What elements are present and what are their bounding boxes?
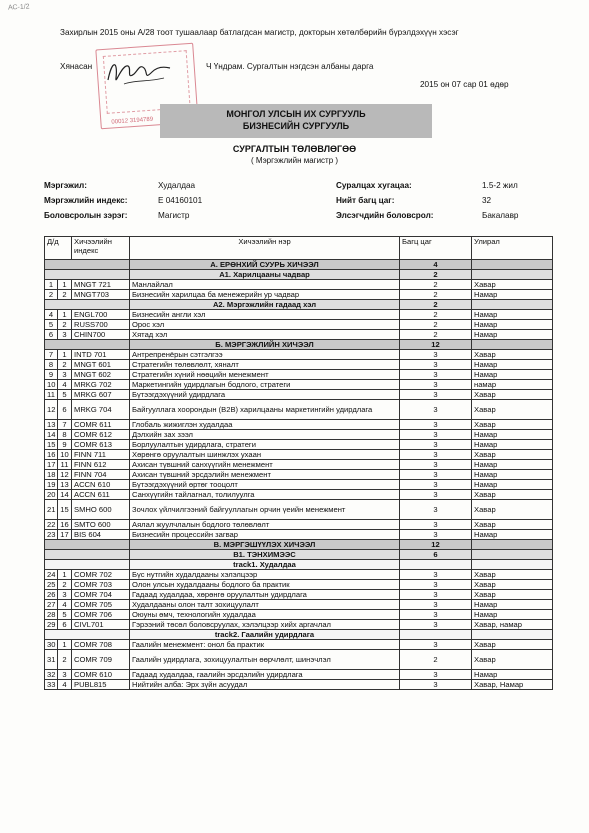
course-credit: 3: [400, 640, 472, 650]
course-code: COMR 704: [72, 590, 130, 600]
row-number: 14: [45, 430, 58, 440]
table-row: [45, 460, 553, 470]
row-subnumber: 1: [58, 350, 72, 360]
course-name: Гадаад худалдаа, хөрөнгө оруулалтын удирдлага: [130, 590, 400, 600]
course-term: Хавар: [472, 390, 553, 400]
table-row: [45, 650, 553, 670]
row-subnumber: 2: [58, 320, 72, 330]
row-number: 16: [45, 450, 58, 460]
course-term: Хавар: [472, 500, 553, 520]
course-code: ENGL700: [72, 310, 130, 320]
row-subnumber: 1: [58, 640, 72, 650]
course-term: Хавар: [472, 520, 553, 530]
row-number: 24: [45, 570, 58, 580]
section-term-blank: [472, 540, 553, 550]
course-credit: 3: [400, 620, 472, 630]
course-term: Хавар, намар: [472, 620, 553, 630]
course-code: FINN 711: [72, 450, 130, 460]
course-name: Гаалийн менежмент: онол ба практик: [130, 640, 400, 650]
row-number: 5: [45, 320, 58, 330]
section-row: [45, 550, 553, 560]
row-subnumber: 11: [58, 460, 72, 470]
section-term-blank: [472, 340, 553, 350]
course-term: Намар: [472, 370, 553, 380]
table-row: [45, 520, 553, 530]
table-row: [45, 430, 553, 440]
table-row: [45, 620, 553, 630]
course-code: PUBL815: [72, 680, 130, 690]
course-credit: 3: [400, 430, 472, 440]
duration-label: Суралцах хугацаа:: [336, 181, 412, 190]
row-number: 32: [45, 670, 58, 680]
course-credit: 3: [400, 440, 472, 450]
course-code: ACCN 611: [72, 490, 130, 500]
course-term: Хавар: [472, 450, 553, 460]
course-code: COMR 610: [72, 670, 130, 680]
section-credit: 12: [400, 540, 472, 550]
track-title: track2. Гаалийн удирдлага: [130, 630, 400, 640]
section-title: А1. Харилцааны чадвар: [130, 270, 400, 280]
course-name: Зочлох үйлчилгээний байгууллагын орчин үеийн менежмент: [130, 500, 400, 520]
course-term: Хавар: [472, 590, 553, 600]
section-term-blank: [472, 260, 553, 270]
duration-value: 1.5-2 жил: [482, 181, 518, 190]
course-code: BIS 604: [72, 530, 130, 540]
table-row: [45, 680, 553, 690]
approval-date: 2015 он 07 сар 01 өдөр: [420, 80, 509, 89]
row-subnumber: 5: [58, 390, 72, 400]
track-title: track1. Худалдаа: [130, 560, 400, 570]
row-subnumber: 3: [58, 590, 72, 600]
section-spacer: [45, 340, 130, 350]
degree-label: Боловсролын зэрэг:: [44, 211, 128, 220]
course-name: Байгууллага хоорондын (B2B) харилцааны маркетингийн удирдлага: [130, 400, 400, 420]
course-name: Нийтийн алба: Эрх зүйн асуудал: [130, 680, 400, 690]
course-name: Оюуны өмч, технологийн худалдаа: [130, 610, 400, 620]
approval-line: Захирлын 2015 оны А/28 тоот тушаалаар батлагдсан магистр, докторын хөтөлбөрийн бүрэлдэхүүн хэсэг: [60, 28, 459, 37]
course-name: Глобаль жижиглэн худалдаа: [130, 420, 400, 430]
course-term: Намар: [472, 670, 553, 680]
course-credit: 3: [400, 350, 472, 360]
row-number: 26: [45, 590, 58, 600]
section-title: Б. МЭРГЭЖЛИЙН ХИЧЭЭЛ: [130, 340, 400, 350]
course-name: Ахисан түвшний эрсдэлийн менежмент: [130, 470, 400, 480]
row-number: 10: [45, 380, 58, 390]
course-code: COMR 612: [72, 430, 130, 440]
row-subnumber: 2: [58, 580, 72, 590]
course-code: RUSS700: [72, 320, 130, 330]
course-credit: 3: [400, 380, 472, 390]
header-course-name: Хичээлийн нэр: [130, 237, 400, 260]
section-credit: 12: [400, 340, 472, 350]
course-credit: 3: [400, 600, 472, 610]
university-banner: [160, 104, 432, 138]
table-row: [45, 670, 553, 680]
course-term: Хавар: [472, 490, 553, 500]
row-number: 6: [45, 330, 58, 340]
course-term: намар: [472, 380, 553, 390]
degree-value: Магистр: [158, 211, 190, 220]
course-name: Стратегийн төлөвлөлт, хяналт: [130, 360, 400, 370]
section-credit: 6: [400, 550, 472, 560]
row-number: 12: [45, 400, 58, 420]
course-code: INTD 701: [72, 350, 130, 360]
row-number: 8: [45, 360, 58, 370]
course-name: Антрепренёрын сэтгэлгээ: [130, 350, 400, 360]
header-course-index: Хичээлийн индекс: [72, 237, 130, 260]
document-title: СУРГАЛТЫН ТӨЛӨВЛӨГӨӨ: [232, 144, 357, 154]
row-number: 4: [45, 310, 58, 320]
course-credit: 3: [400, 480, 472, 490]
table-row: [45, 390, 553, 400]
section-title: В. МЭРГЭШҮҮЛЭХ ХИЧЭЭЛ: [130, 540, 400, 550]
row-number: 1: [45, 280, 58, 290]
course-name: Худалдааны олон талт зохицуулалт: [130, 600, 400, 610]
course-term: Намар: [472, 600, 553, 610]
track-spacer: [45, 630, 130, 640]
entry-label: Элсэгчдийн боловсрол:: [336, 211, 434, 220]
course-name: Олон улсын худалдааны бодлого ба практик: [130, 580, 400, 590]
row-subnumber: 2: [58, 360, 72, 370]
section-row: [45, 270, 553, 280]
table-row: [45, 290, 553, 300]
row-subnumber: 4: [58, 680, 72, 690]
row-number: 33: [45, 680, 58, 690]
course-credit: 3: [400, 610, 472, 620]
course-credit: 2: [400, 310, 472, 320]
row-subnumber: 3: [58, 330, 72, 340]
row-subnumber: 9: [58, 440, 72, 450]
track-row: [45, 630, 553, 640]
course-credit: 3: [400, 390, 472, 400]
track-credit-blank: [400, 560, 472, 570]
table-row: [45, 590, 553, 600]
row-number: 13: [45, 420, 58, 430]
section-spacer: [45, 260, 130, 270]
course-name: Стратегийн хүний нөөцийн менежмент: [130, 370, 400, 380]
course-code: MRKG 702: [72, 380, 130, 390]
table-row: [45, 360, 553, 370]
curriculum-table: [44, 236, 553, 690]
course-credit: 3: [400, 450, 472, 460]
table-row: [45, 610, 553, 620]
header-term: Улирал: [472, 237, 553, 260]
approver-name: Ч Үндрам. Сургалтын нэгдсэн албаны дарга: [206, 62, 374, 71]
table-row: [45, 580, 553, 590]
course-code: COMR 709: [72, 650, 130, 670]
course-name: Бизнесийн англи хэл: [130, 310, 400, 320]
course-credit: 2: [400, 280, 472, 290]
banner-line1: МОНГОЛ УЛСЫН ИХ СУРГУУЛЬ: [226, 109, 366, 119]
specialty-label: Мэргэжил:: [44, 181, 87, 190]
approved-by-label: Хянасан: [60, 62, 93, 71]
course-code: COMR 706: [72, 610, 130, 620]
course-term: Намар: [472, 440, 553, 450]
course-name: Гаалийн удирдлага, зохицуулалтын өөрчлөлт, шинэчлэл: [130, 650, 400, 670]
section-term-blank: [472, 270, 553, 280]
course-code: COMR 702: [72, 570, 130, 580]
course-term: Намар: [472, 430, 553, 440]
course-name: Бүтээгдэхүүний өртөг тооцолт: [130, 480, 400, 490]
table-row: [45, 500, 553, 520]
course-credit: 3: [400, 530, 472, 540]
course-name: Аялал жуулчлалын бодлого төлөвлөлт: [130, 520, 400, 530]
course-name: Бүс нутгийн худалдааны хэлэлцээр: [130, 570, 400, 580]
course-code: COMR 611: [72, 420, 130, 430]
course-code: FINN 704: [72, 470, 130, 480]
course-term: Намар: [472, 290, 553, 300]
row-subnumber: 14: [58, 490, 72, 500]
row-subnumber: 6: [58, 400, 72, 420]
row-number: 18: [45, 470, 58, 480]
section-row: [45, 260, 553, 270]
table-row: [45, 440, 553, 450]
course-credit: 2: [400, 330, 472, 340]
track-term-blank: [472, 560, 553, 570]
row-subnumber: 3: [58, 670, 72, 680]
row-subnumber: 6: [58, 620, 72, 630]
course-name: Дэлхийн зах зээл: [130, 430, 400, 440]
course-term: Хавар: [472, 420, 553, 430]
row-subnumber: 1: [58, 310, 72, 320]
course-code: MRKG 704: [72, 400, 130, 420]
section-term-blank: [472, 300, 553, 310]
banner-line2: БИЗНЕСИЙН СУРГУУЛЬ: [242, 121, 350, 131]
table-row: [45, 400, 553, 420]
track-credit-blank: [400, 630, 472, 640]
course-credit: 3: [400, 370, 472, 380]
row-subnumber: 1: [58, 570, 72, 580]
course-credit: 3: [400, 680, 472, 690]
table-row: [45, 310, 553, 320]
row-subnumber: 7: [58, 420, 72, 430]
track-row: [45, 560, 553, 570]
section-title: В1. ТЭНХИМЭЭС: [130, 550, 400, 560]
row-subnumber: 2: [58, 290, 72, 300]
row-number: 7: [45, 350, 58, 360]
row-number: 31: [45, 650, 58, 670]
table-row: [45, 350, 553, 360]
row-number: 2: [45, 290, 58, 300]
course-code: SMTO 600: [72, 520, 130, 530]
course-credit: 3: [400, 490, 472, 500]
course-term: Хавар: [472, 400, 553, 420]
row-number: 23: [45, 530, 58, 540]
course-term: Хавар: [472, 640, 553, 650]
course-term: Намар: [472, 360, 553, 370]
course-name: Ахисан түвшний санхүүгийн менежмент: [130, 460, 400, 470]
corner-note: АС-1/2: [7, 3, 30, 12]
course-term: Намар: [472, 310, 553, 320]
course-code: COMR 703: [72, 580, 130, 590]
course-term: Хавар: [472, 280, 553, 290]
course-name: Гэрээний төсөл боловсруулах, хэлэлцээр хийх аргачлал: [130, 620, 400, 630]
row-subnumber: 10: [58, 450, 72, 460]
course-code: ACCN 610: [72, 480, 130, 490]
course-term: Намар: [472, 460, 553, 470]
row-subnumber: 3: [58, 370, 72, 380]
table-row: [45, 530, 553, 540]
course-term: Намар: [472, 530, 553, 540]
row-subnumber: 12: [58, 470, 72, 480]
header-number: Д/д: [45, 237, 72, 260]
section-credit: 2: [400, 270, 472, 280]
course-credit: 2: [400, 320, 472, 330]
row-subnumber: 8: [58, 430, 72, 440]
course-credit: 3: [400, 670, 472, 680]
course-code: MNGT 602: [72, 370, 130, 380]
row-number: 15: [45, 440, 58, 450]
section-title: А2. Мэргэжлийн гадаад хэл: [130, 300, 400, 310]
course-term: Намар: [472, 320, 553, 330]
course-code: MNGT703: [72, 290, 130, 300]
row-number: 11: [45, 390, 58, 400]
track-term-blank: [472, 630, 553, 640]
course-name: Орос хэл: [130, 320, 400, 330]
credits-label: Нийт багц цаг:: [336, 196, 395, 205]
row-subnumber: 16: [58, 520, 72, 530]
course-credit: 3: [400, 500, 472, 520]
course-code: FINN 612: [72, 460, 130, 470]
section-credit: 2: [400, 300, 472, 310]
row-number: 9: [45, 370, 58, 380]
course-credit: 2: [400, 290, 472, 300]
section-row: [45, 540, 553, 550]
table-row: [45, 330, 553, 340]
course-name: Бүтээгдэхүүний удирдлага: [130, 390, 400, 400]
row-number: 19: [45, 480, 58, 490]
row-subnumber: 1: [58, 280, 72, 290]
row-subnumber: 17: [58, 530, 72, 540]
section-spacer: [45, 270, 130, 280]
credits-value: 32: [482, 196, 492, 205]
header-credits: Багц цаг: [400, 237, 472, 260]
row-number: 28: [45, 610, 58, 620]
course-term: Хавар: [472, 350, 553, 360]
row-number: 22: [45, 520, 58, 530]
course-code: MNGT 601: [72, 360, 130, 370]
course-name: Гадаад худалдаа, гаалийн эрсдэлийн удирдлага: [130, 670, 400, 680]
section-term-blank: [472, 550, 553, 560]
course-term: Хавар, Намар: [472, 680, 553, 690]
course-credit: 3: [400, 400, 472, 420]
course-credit: 3: [400, 420, 472, 430]
index-value: Е 04160101: [158, 196, 203, 205]
table-header-row: [45, 237, 553, 260]
row-number: 29: [45, 620, 58, 630]
row-subnumber: 4: [58, 600, 72, 610]
signature-image: [104, 54, 174, 94]
row-number: 17: [45, 460, 58, 470]
table-row: [45, 640, 553, 650]
course-term: Намар: [472, 330, 553, 340]
section-spacer: [45, 300, 130, 310]
course-name: Хятад хэл: [130, 330, 400, 340]
table-row: [45, 450, 553, 460]
table-row: [45, 280, 553, 290]
section-spacer: [45, 550, 130, 560]
course-credit: 3: [400, 590, 472, 600]
section-title: А. ЕРӨНХИЙ СУУРЬ ХИЧЭЭЛ: [130, 260, 400, 270]
course-name: Манлайлал: [130, 280, 400, 290]
row-number: 30: [45, 640, 58, 650]
row-number: 27: [45, 600, 58, 610]
table-row: [45, 490, 553, 500]
course-term: Хавар: [472, 650, 553, 670]
row-subnumber: 15: [58, 500, 72, 520]
course-credit: 3: [400, 580, 472, 590]
course-name: Бизнесийн харилцаа ба менежерийн ур чадвар: [130, 290, 400, 300]
row-subnumber: 13: [58, 480, 72, 490]
section-row: [45, 340, 553, 350]
row-number: 25: [45, 580, 58, 590]
course-term: Хавар: [472, 580, 553, 590]
course-name: Хөрөнгө оруулалтын шинжлэх ухаан: [130, 450, 400, 460]
course-code: COMR 705: [72, 600, 130, 610]
table-row: [45, 480, 553, 490]
course-credit: 2: [400, 650, 472, 670]
course-credit: 3: [400, 470, 472, 480]
row-subnumber: 2: [58, 650, 72, 670]
track-spacer: [45, 560, 130, 570]
course-code: CIVL701: [72, 620, 130, 630]
course-code: SMHO 600: [72, 500, 130, 520]
document-subtitle: ( Мэргэжлийн магистр ): [250, 156, 339, 165]
index-label: Мэргэжлийн индекс:: [44, 196, 128, 205]
course-term: Хавар: [472, 570, 553, 580]
table-row: [45, 600, 553, 610]
course-code: COMR 708: [72, 640, 130, 650]
course-code: CHIN700: [72, 330, 130, 340]
course-credit: 3: [400, 360, 472, 370]
entry-value: Бакалавр: [482, 211, 519, 220]
stamp-number: 00012 3194789: [111, 116, 154, 126]
row-subnumber: 4: [58, 380, 72, 390]
section-credit: 4: [400, 260, 472, 270]
course-name: Санхүүгийн тайлагнал, толилуулга: [130, 490, 400, 500]
row-number: 20: [45, 490, 58, 500]
table-row: [45, 320, 553, 330]
course-name: Борлуулалтын удирдлага, стратеги: [130, 440, 400, 450]
course-name: Бизнесийн процессийн загвар: [130, 530, 400, 540]
table-row: [45, 470, 553, 480]
row-subnumber: 5: [58, 610, 72, 620]
course-code: MNGT 721: [72, 280, 130, 290]
course-name: Маркетингийн удирдлагын бодлого, стратеги: [130, 380, 400, 390]
course-credit: 3: [400, 460, 472, 470]
course-term: Намар: [472, 480, 553, 490]
course-term: Намар: [472, 470, 553, 480]
course-code: COMR 613: [72, 440, 130, 450]
specialty-value: Худалдаа: [158, 181, 196, 190]
section-spacer: [45, 540, 130, 550]
table-row: [45, 380, 553, 390]
course-credit: 3: [400, 570, 472, 580]
table-row: [45, 370, 553, 380]
course-term: Намар: [472, 610, 553, 620]
table-row: [45, 570, 553, 580]
course-code: MRKG 607: [72, 390, 130, 400]
course-credit: 3: [400, 520, 472, 530]
section-row: [45, 300, 553, 310]
table-row: [45, 420, 553, 430]
row-number: 21: [45, 500, 58, 520]
